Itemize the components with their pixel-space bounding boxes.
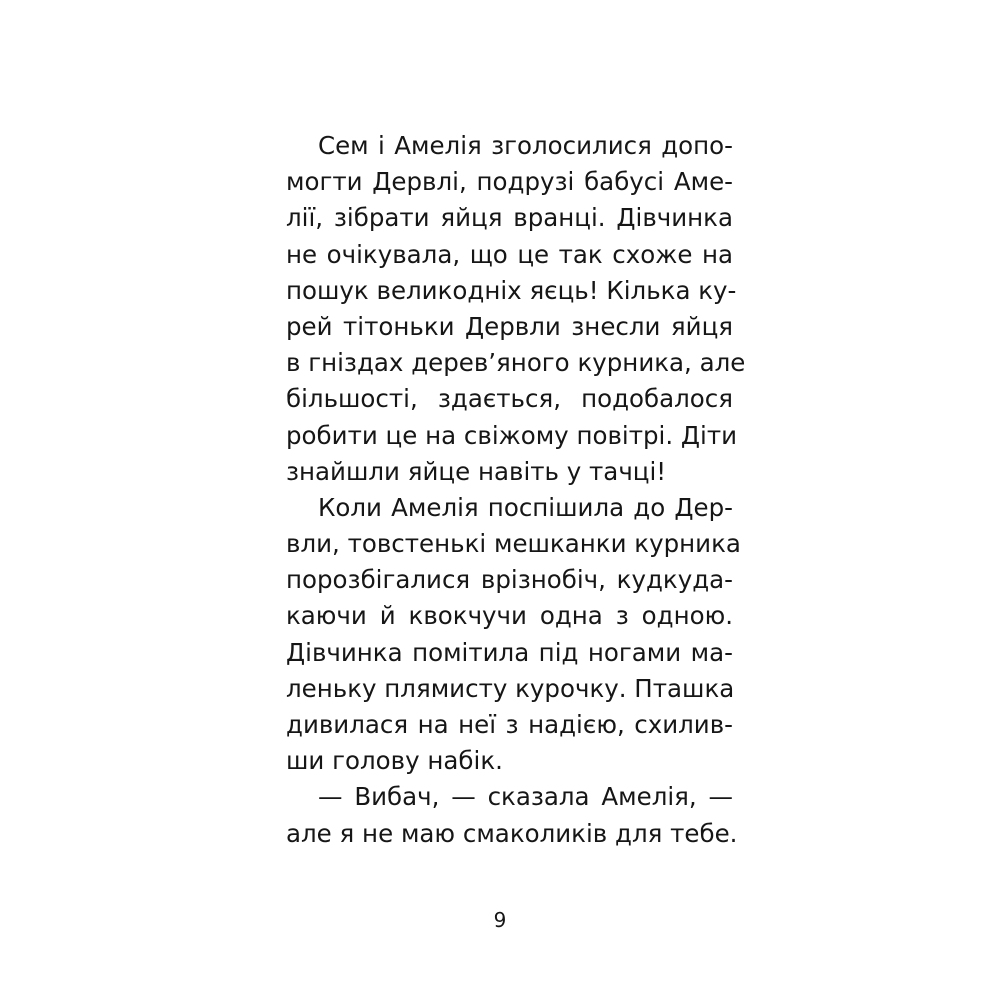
paragraph-2-line-3: порозбігалися врізнобіч, кудкуда- [286,565,733,595]
paragraph-1-line-4: не очікувала, що це так схоже на [286,239,733,269]
paragraph-1-line-3: лії, зібрати яйця вранці. Дівчинка [286,203,733,233]
paragraph-1-line-9: робити це на свіжому повітрі. Діти [286,420,738,450]
paragraph-2-line-6: леньку плямисту курочку. Пташка [286,673,735,703]
paragraph-2-line-8: ши голову набік. [286,746,503,776]
paragraph-1-line-5: пошук великодніх яєць! Кілька ку- [286,275,737,305]
paragraph-1-line-1: Сем і Амелія зголосилися допо- [318,131,733,160]
paragraph-1-line-7: в гніздах дерев’яного курника, але [286,348,746,378]
paragraph-2-line-2: вли, товстенькі мешканки курника [286,529,741,559]
paragraph-2-line-4: каючи й квокчучи одна з одною. [286,601,733,631]
paragraph-2-line-1: Коли Амелія поспішила до Дер- [318,492,733,522]
page-number: 9 [493,908,507,932]
paragraph-1-line-6: рей тітоньки Дервли знесли яйця [286,311,733,341]
paragraph-3-line-2: але я не маю смаколиків для тебе. [286,818,738,848]
paragraph-1-line-8: більшості, здається, подобалося [286,384,733,414]
paragraph-1-line-2: могти Дервлі, подрузі бабусі Аме- [286,167,733,197]
paragraph-3-line-1: — Вибач, — сказала Амелія, — [318,782,733,812]
paragraph-2-line-5: Дівчинка помітила під ногами ма- [286,637,733,667]
paragraph-2-line-7: дивилася на неї з надією, схилив- [286,710,733,739]
body-text [286,128,746,852]
paragraph-1-line-10: знайшли яйце навіть у тачці! [286,456,667,486]
